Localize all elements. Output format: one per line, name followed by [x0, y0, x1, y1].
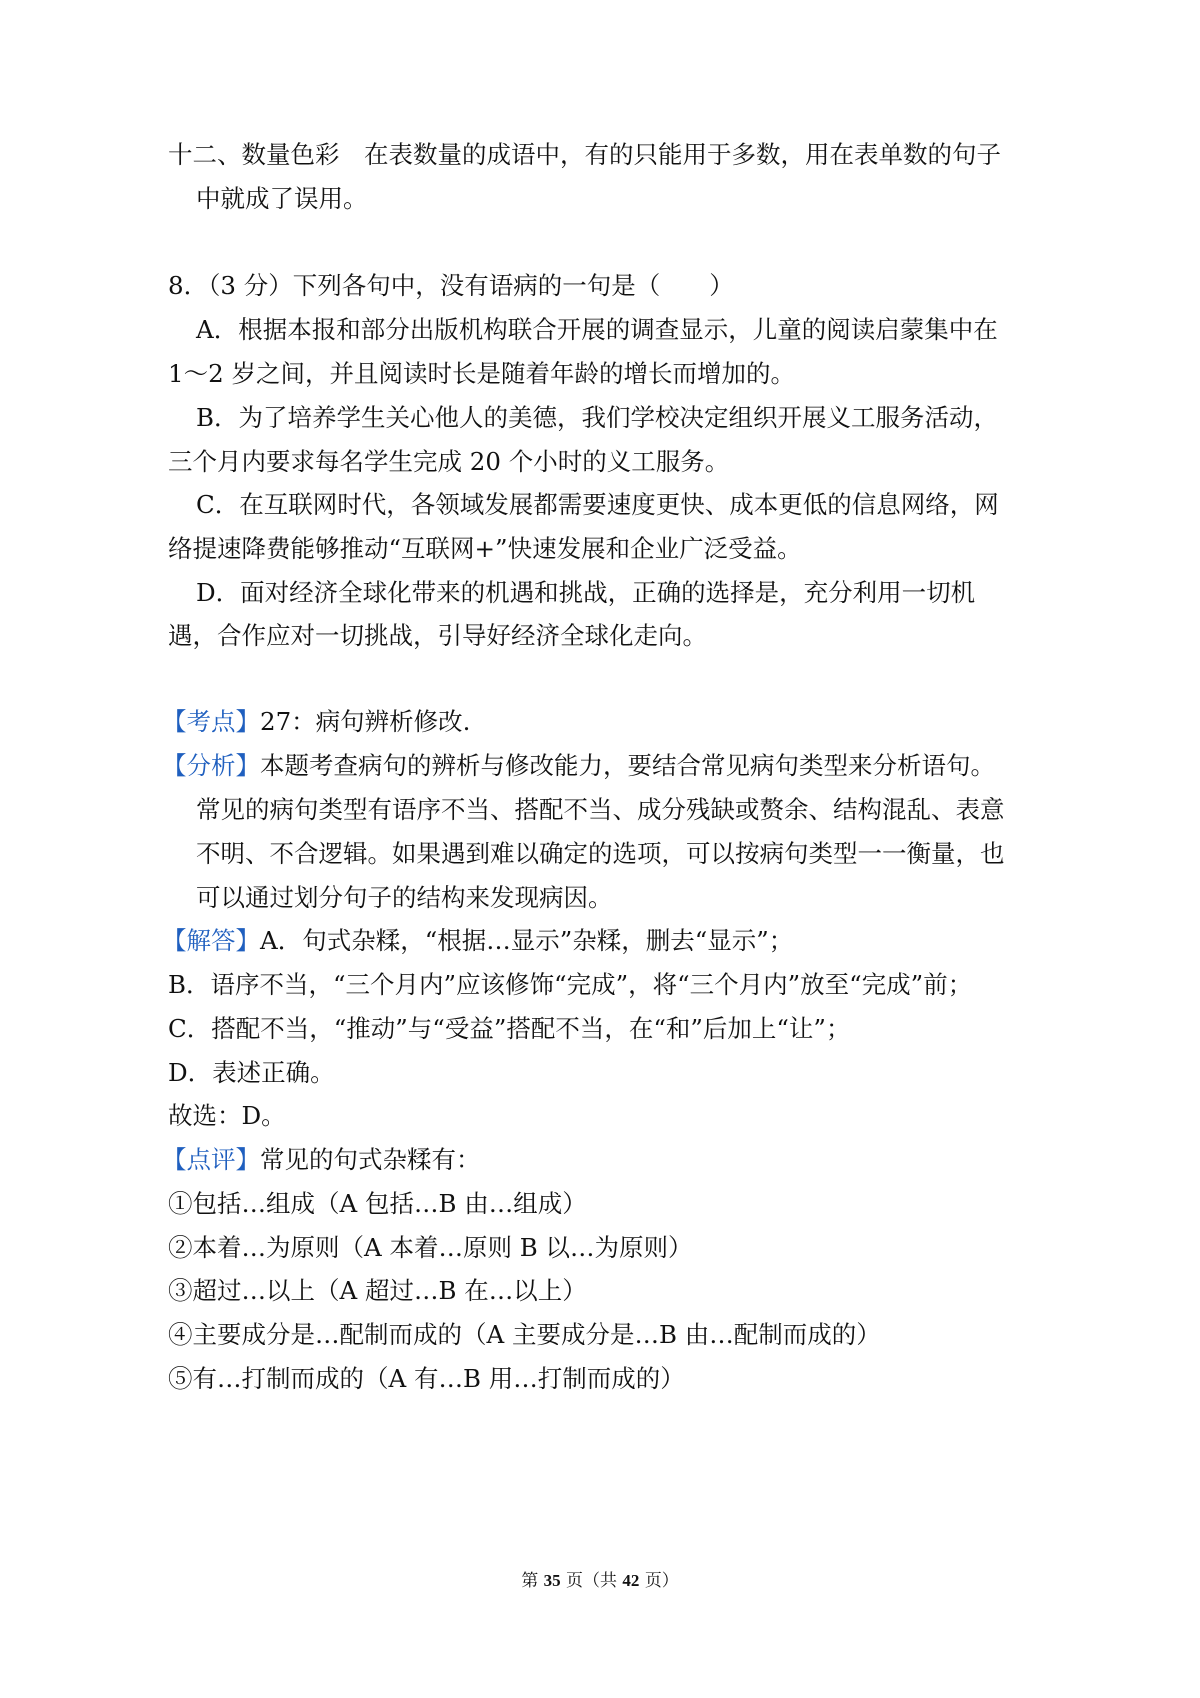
- fenxi-tag: 【分析】: [162, 751, 260, 780]
- fenxi-line3: 不明、不合逻辑。如果遇到难以确定的选项，可以按病句类型一一衡量，也: [196, 839, 1005, 868]
- answer-line: 故选：D。: [168, 1101, 286, 1130]
- kaodian-line: [162, 706, 470, 738]
- page-number: 35: [543, 1571, 561, 1590]
- fenxi-line2: 常见的病句类型有语序不当、搭配不当、成分残缺或赘余、结构混乱、表意: [196, 795, 1005, 824]
- dianping-text: 常见的句式杂糅有：: [260, 1145, 481, 1174]
- jieda-tag: 【解答】: [162, 926, 260, 955]
- footer-prefix: 第: [521, 1571, 539, 1591]
- option-a-line1: A．根据本报和部分出版机构联合开展的调查显示，儿童的阅读启蒙集中在: [196, 315, 998, 344]
- option-c-line1: C．在互联网时代，各领域发展都需要速度更快、成本更低的信息网络，网: [196, 490, 999, 519]
- list-item: ③超过…以上（A 超过…B 在…以上）: [168, 1276, 587, 1305]
- option-a-line2: 1～2 岁之间，并且阅读时长是随着年龄的增长而增加的。: [168, 359, 795, 388]
- option-b-line2: 三个月内要求每名学生完成 20 个小时的义工服务。: [168, 447, 730, 476]
- list-item: ②本着…为原则（A 本着…原则 B 以…为原则）: [168, 1233, 693, 1262]
- jieda-c: C．搭配不当，“推动”与“受益”搭配不当，在“和”后加上“让”；: [168, 1014, 851, 1043]
- option-b-line1: B．为了培养学生关心他人的美德，我们学校决定组织开展义工服务活动，: [196, 403, 999, 432]
- jieda-a: A．句式杂糅，“根据…显示”杂糅，删去“显示”；: [260, 926, 794, 955]
- footer-middle: 页（共: [566, 1571, 617, 1591]
- dianping-line: [162, 1144, 481, 1176]
- option-d-line2: 遇，合作应对一切挑战，引导好经济全球化走向。: [168, 621, 707, 650]
- section-heading-line1: 十二、数量色彩 在表数量的成语中，有的只能用于多数，用在表单数的句子: [168, 140, 1001, 169]
- page-total: 42: [622, 1571, 640, 1590]
- fenxi-line4: 可以通过划分句子的结构来发现病因。: [196, 883, 613, 912]
- kaodian-tag: 【考点】: [162, 707, 260, 736]
- list-item: ①包括…组成（A 包括…B 由…组成）: [168, 1189, 587, 1218]
- section-heading-line2: 中就成了误用。: [196, 184, 368, 213]
- jieda-b: B．语序不当，“三个月内”应该修饰“完成”，将“三个月内”放至“完成”前；: [168, 970, 973, 999]
- option-d-line1: D．面对经济全球化带来的机遇和挑战，正确的选择是，充分利用一切机: [196, 578, 976, 607]
- kaodian-text: 27：病句辨析修改.: [260, 707, 471, 736]
- dianping-tag: 【点评】: [162, 1145, 260, 1174]
- fenxi-line1: [162, 750, 995, 782]
- list-item: ④主要成分是…配制而成的（A 主要成分是…B 由…配制而成的）: [168, 1320, 881, 1349]
- page-footer: [0, 1566, 1200, 1591]
- jieda-d: D．表述正确。: [168, 1058, 335, 1087]
- option-c-line2: 络提速降费能够推动“互联网+”快速发展和企业广泛受益。: [168, 534, 802, 563]
- list-item: ⑤有…打制而成的（A 有…B 用…打制而成的）: [168, 1364, 685, 1393]
- fenxi-text: 本题考查病句的辨析与修改能力，要结合常见病句类型来分析语句。: [260, 751, 995, 780]
- jieda-line: [162, 925, 793, 957]
- question-stem: 8．（3 分）下列各句中，没有语病的一句是（ ）: [168, 271, 734, 300]
- footer-suffix: 页）: [644, 1571, 679, 1591]
